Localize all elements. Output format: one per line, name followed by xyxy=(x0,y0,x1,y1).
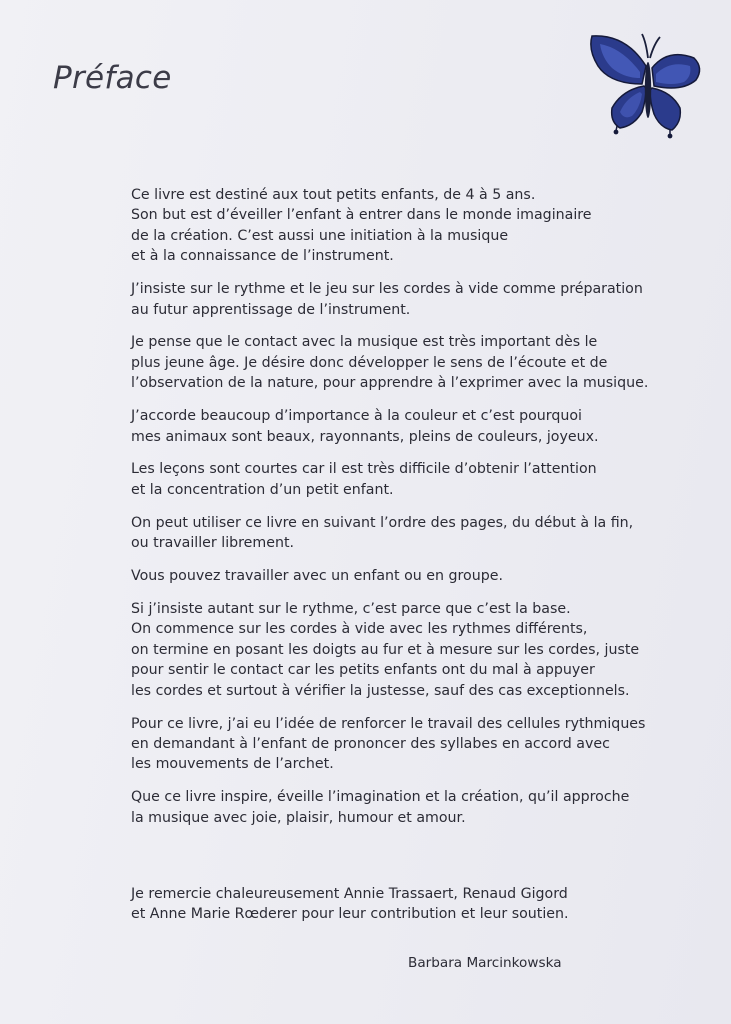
text-line: Son but est d’éveiller l’enfant à entrer dans le monde imaginaire xyxy=(131,207,592,224)
paragraph xyxy=(131,787,711,828)
text-line: de la création. C’est aussi une initiation à la musique xyxy=(131,227,509,244)
text-line: les cordes et surtout à vérifier la justesse, sauf des cas exceptionnels. xyxy=(131,682,630,699)
text-line: Pour ce livre, j’ai eu l’idée de renforcer le travail des cellules rythmiques xyxy=(131,715,646,732)
page-title: Préface xyxy=(53,60,172,96)
text-line: On peut utiliser ce livre en suivant l’ordre des pages, du début à la fin, xyxy=(131,514,634,531)
text-line: les mouvements de l’archet. xyxy=(131,756,334,773)
text-line: l’observation de la nature, pour apprendre à l’exprimer avec la musique. xyxy=(131,375,649,392)
text-line: et la concentration d’un petit enfant. xyxy=(131,481,394,498)
text-line: Je remercie chaleureusement Annie Trassaert, Renaud Gigord xyxy=(131,886,568,902)
paragraph xyxy=(131,332,711,393)
paragraph xyxy=(131,599,711,701)
text-line: et à la connaissance de l’instrument. xyxy=(131,248,394,265)
text-line: ou travailler librement. xyxy=(131,535,295,552)
paragraph xyxy=(131,406,711,447)
text-line: On commence sur les cordes à vide avec les rythmes différents, xyxy=(131,621,588,638)
text-line: Si j’insiste autant sur le rythme, c’est parce que c’est la base. xyxy=(131,601,571,617)
text-line: au futur apprentissage de l’instrument. xyxy=(131,301,411,318)
author-signature: Barbara Marcinkowska xyxy=(408,955,562,971)
text-line: en demandant à l’enfant de prononcer des syllabes en accord avec xyxy=(131,735,610,752)
text-line: pour sentir le contact car les petits enfants ont du mal à appuyer xyxy=(131,662,595,679)
text-line: Je pense que le contact avec la musique est très important dès le xyxy=(131,334,598,351)
preface-body xyxy=(131,185,711,841)
text-line: mes animaux sont beaux, rayonnants, pleins de couleurs, joyeux. xyxy=(131,428,599,445)
text-line: J’accorde beaucoup d’importance à la couleur et c’est pourquoi xyxy=(131,408,582,425)
paragraph xyxy=(131,513,711,554)
text-line: la musique avec joie, plaisir, humour et amour. xyxy=(131,809,466,826)
paragraph xyxy=(131,279,711,320)
paragraph xyxy=(131,566,711,586)
paragraph xyxy=(131,185,711,267)
paragraph xyxy=(131,459,711,500)
text-line: Les leçons sont courtes car il est très difficile d’obtenir l’attention xyxy=(131,461,597,478)
text-line: J’insiste sur le rythme et le jeu sur les cordes à vide comme préparation xyxy=(131,281,643,298)
acknowledgements xyxy=(131,884,569,925)
text-line: Ce livre est destiné aux tout petits enfants, de 4 à 5 ans. xyxy=(131,187,536,203)
butterfly-icon xyxy=(586,28,706,148)
text-line: Vous pouvez travailler avec un enfant ou en groupe. xyxy=(131,568,503,585)
text-line: et Anne Marie Rœderer pour leur contribution et leur soutien. xyxy=(131,906,569,923)
text-line: Que ce livre inspire, éveille l’imagination et la création, qu’il approche xyxy=(131,789,630,806)
text-line: plus jeune âge. Je désire donc développer le sens de l’écoute et de xyxy=(131,354,608,371)
text-line: on termine en posant les doigts au fur et à mesure sur les cordes, juste xyxy=(131,641,640,658)
paragraph xyxy=(131,714,711,775)
